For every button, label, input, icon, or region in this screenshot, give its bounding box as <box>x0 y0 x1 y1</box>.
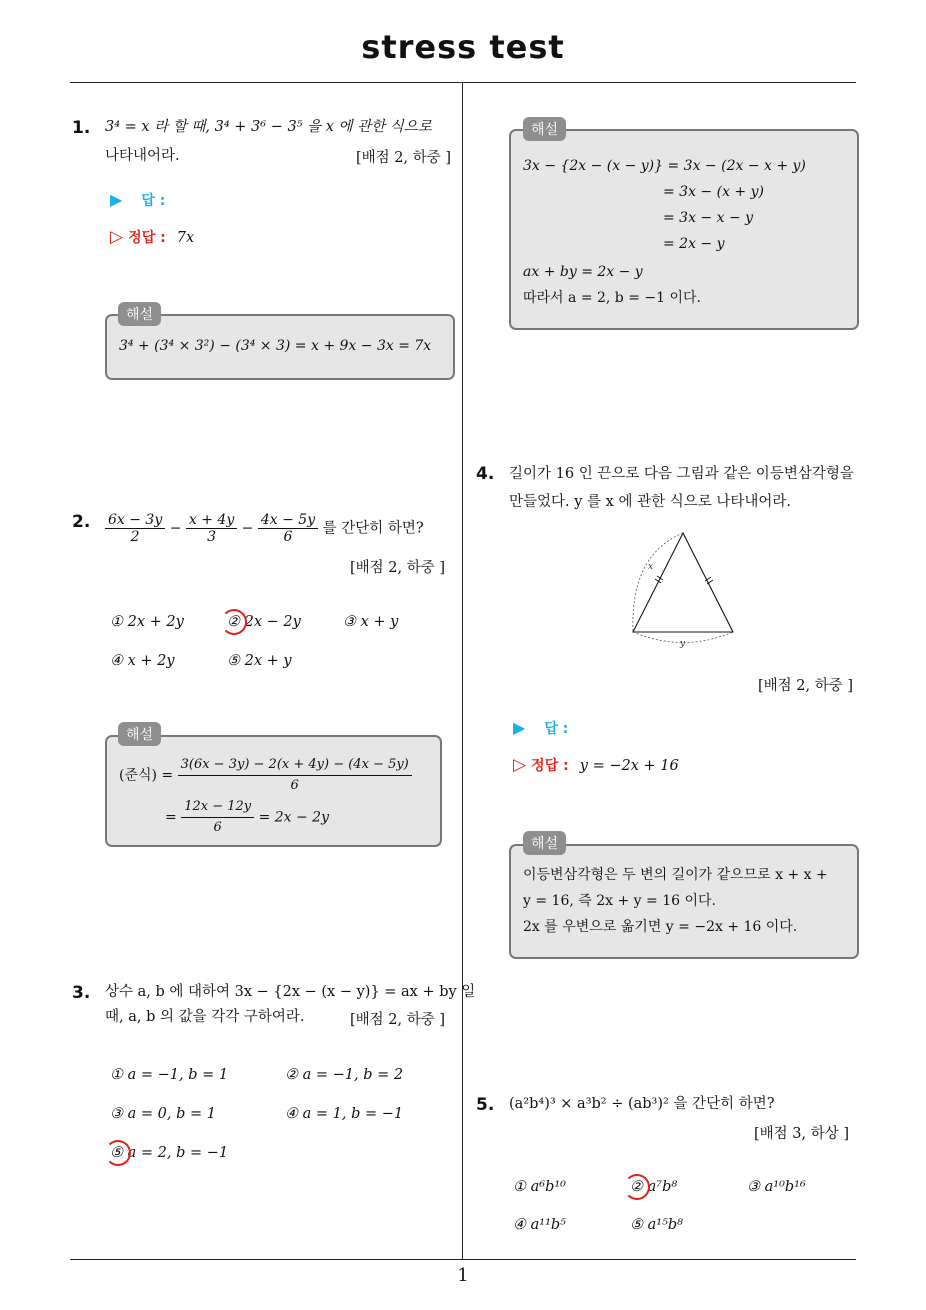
fraction-denominator: 6 <box>290 778 299 793</box>
question-text: 길이가 16 인 끈으로 다음 그림과 같은 이등변삼각형을 <box>509 466 854 482</box>
question-number: 1. <box>72 118 91 138</box>
correct-answer-row <box>513 755 679 775</box>
play-arrow-icon: ▶ <box>110 190 123 209</box>
answer-row <box>110 190 165 210</box>
fraction-numerator: 4x − 5y <box>258 512 318 529</box>
explanation-tag: 해설 <box>118 302 161 326</box>
question-text: 때, a, b 의 값을 각각 구하여라. <box>105 1009 305 1025</box>
answer-label: 답 : <box>141 193 166 209</box>
selected-mark-icon <box>624 1174 650 1200</box>
points-label: [배점 2, 하중 ] <box>350 560 446 576</box>
fraction-denominator: 3 <box>207 529 217 545</box>
fraction-numerator: 6x − 3y <box>105 512 165 529</box>
explanation-line: 2x 를 우변으로 옮기면 y = −2x + 16 이다. <box>523 919 798 935</box>
explanation-tag: 해설 <box>523 831 566 855</box>
choice-3[interactable]: ③ x + y <box>343 614 399 630</box>
choice-4[interactable]: ④ x + 2y <box>110 653 175 669</box>
question-text: 나타내어라. <box>105 148 180 164</box>
explanation-line: = 2x − y <box>663 236 725 252</box>
explanation-line: ax + by = 2x − y <box>523 264 643 280</box>
explanation-line: y = 16, 즉 2x + y = 16 이다. <box>523 893 716 909</box>
column-divider <box>462 83 463 1260</box>
fraction-denominator: 2 <box>130 529 140 545</box>
points-label: [배점 3, 하상 ] <box>754 1126 850 1142</box>
question-text: 상수 a, b 에 대하여 3x − {2x − (x − y)} = ax + by 일 <box>105 984 476 1000</box>
choice-5[interactable]: ⑤ a¹⁵b⁸ <box>630 1217 683 1233</box>
correct-label: 정답 : <box>531 758 569 774</box>
triangle-outline-icon: ▷ <box>513 755 527 775</box>
question-text: 만들었다. y 를 x 에 관한 식으로 나타내어라. <box>509 494 791 510</box>
correct-answer: 7x <box>176 230 195 246</box>
explanation-box <box>509 129 859 330</box>
choice-1[interactable]: ① 2x + 2y <box>110 614 184 630</box>
choice-3[interactable]: ③ a = 0, b = 1 <box>110 1106 216 1122</box>
play-arrow-icon: ▶ <box>513 718 526 737</box>
question-expression: $\frac{6x - 3y}{2}$ − $\frac{x + 4y}{3}$ − $\frac{4x - 5y}{6}$ 를 간단히 하면? <box>105 512 424 545</box>
question-text: (a²b⁴)³ × a³b² ÷ (ab³)² 을 간단히 하면? <box>509 1096 775 1112</box>
explanation-result: = 2x − 2y <box>258 809 329 826</box>
choice-5[interactable]: ⑤ 2x + y <box>227 653 292 669</box>
question-number: 3. <box>72 983 91 1003</box>
choice-2[interactable]: ② 2x − 2y <box>227 614 301 630</box>
explanation-line-2: = $\frac{12x - 12y}{6}$ = 2x − 2y <box>165 797 329 838</box>
choice-2[interactable]: ② a⁷b⁸ <box>630 1179 678 1195</box>
explanation-tag: 해설 <box>523 117 566 141</box>
correct-answer: y = −2x + 16 <box>579 758 679 774</box>
fraction-numerator: x + 4y <box>186 512 237 529</box>
choice-4[interactable]: ④ a = 1, b = −1 <box>285 1106 404 1122</box>
page-number: 1 <box>457 1265 469 1286</box>
explanation-line: 이등변삼각형은 두 변의 길이가 같으므로 x + x + <box>523 867 828 883</box>
question-number: 5. <box>476 1095 495 1115</box>
fraction-numerator: 12x − 12y <box>181 797 254 818</box>
explanation-tag: 해설 <box>118 722 161 746</box>
choice-4[interactable]: ④ a¹¹b⁵ <box>513 1217 566 1233</box>
triangle-outline-icon: ▷ <box>110 227 124 247</box>
explanation-lhs: (준식) = <box>119 767 174 784</box>
label-x: x <box>648 562 654 572</box>
isosceles-triangle-figure <box>620 525 750 650</box>
selected-mark-icon <box>221 609 247 635</box>
explanation-line: = 3x − (x + y) <box>663 184 764 200</box>
question-text: 3⁴ = x 라 할 때, 3⁴ + 3⁶ − 3⁵ 을 x 에 관한 식으로 <box>105 119 432 135</box>
fraction-numerator: 3(6x − 3y) − 2(x + 4y) − (4x − 5y) <box>178 755 412 776</box>
points-label: [배점 2, 하중 ] <box>758 678 854 694</box>
choice-3[interactable]: ③ a¹⁰b¹⁶ <box>747 1179 806 1195</box>
fraction-denominator: 6 <box>283 529 293 545</box>
selected-mark-icon <box>105 1140 131 1166</box>
header-rule <box>70 82 856 83</box>
choice-1[interactable]: ① a = −1, b = 1 <box>110 1067 229 1083</box>
choice-1[interactable]: ① a⁶b¹⁰ <box>513 1179 566 1195</box>
explanation-text: 3⁴ + (3⁴ × 3²) − (3⁴ × 3) = x + 9x − 3x = 7x <box>119 338 432 354</box>
choice-5[interactable]: ⑤ a = 2, b = −1 <box>110 1145 229 1161</box>
correct-answer-row <box>110 227 194 247</box>
page-title: stress test <box>361 28 565 66</box>
label-y: y <box>680 639 686 649</box>
explanation-box <box>509 844 859 959</box>
question-suffix: 를 간단히 하면? <box>322 520 424 537</box>
explanation-line: = 3x − x − y <box>663 210 754 226</box>
answer-label: 답 : <box>544 721 569 737</box>
question-number: 2. <box>72 512 91 532</box>
answer-row <box>513 718 568 738</box>
points-label: [배점 2, 하중 ] <box>356 150 452 166</box>
correct-label: 정답 : <box>128 230 166 246</box>
explanation-line: 따라서 a = 2, b = −1 이다. <box>523 290 701 306</box>
explanation-line-1 <box>119 755 412 796</box>
explanation-line: 3x − {2x − (x − y)} = 3x − (2x − x + y) <box>523 158 806 174</box>
question-number: 4. <box>476 464 495 484</box>
explanation-box <box>105 735 442 847</box>
choice-2[interactable]: ② a = −1, b = 2 <box>285 1067 404 1083</box>
footer-rule <box>70 1259 856 1260</box>
points-label: [배점 2, 하중 ] <box>350 1012 446 1028</box>
fraction-denominator: 6 <box>213 820 222 835</box>
